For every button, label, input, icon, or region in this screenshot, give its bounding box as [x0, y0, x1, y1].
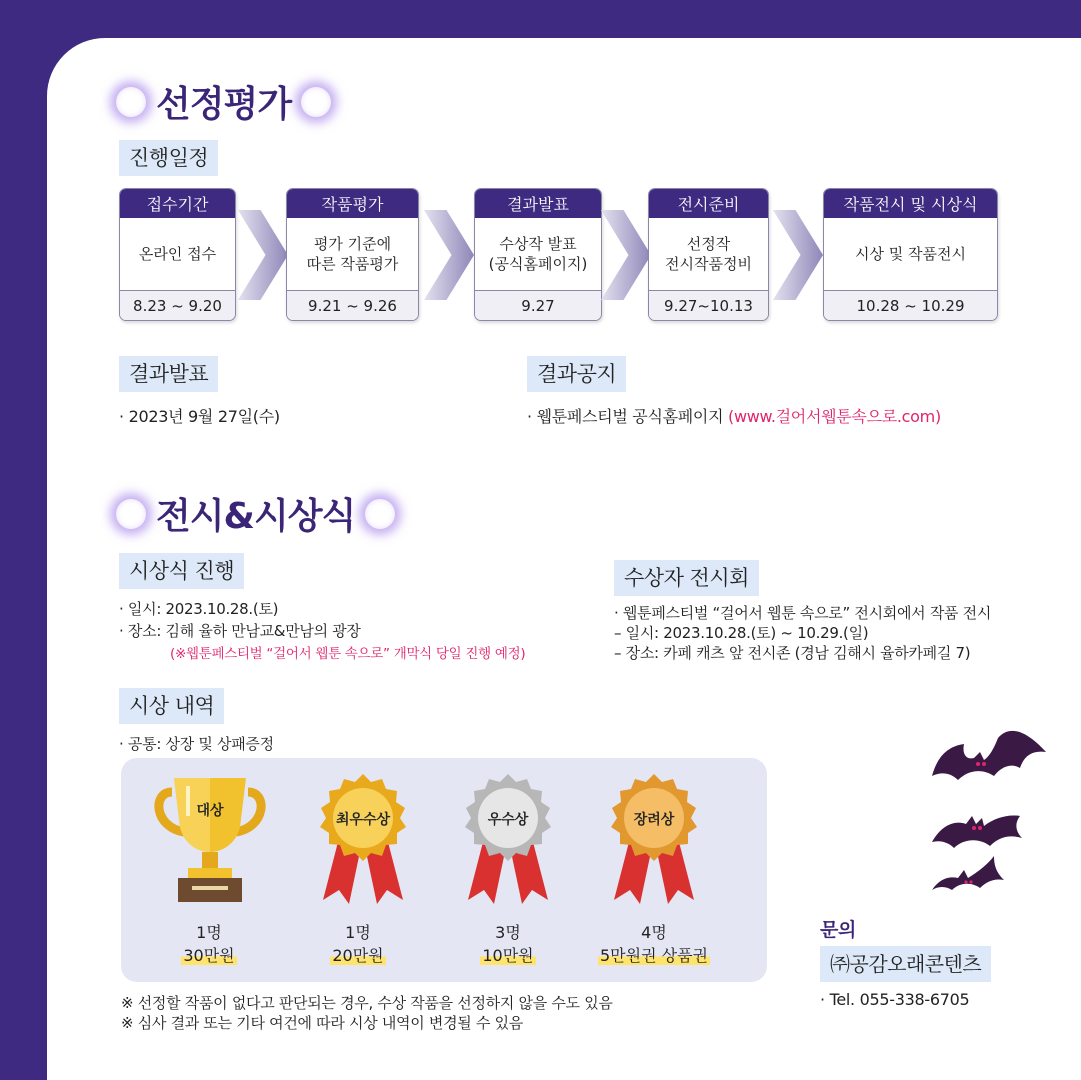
card-body-line: 평가 기준에 [313, 235, 392, 253]
silver-medal-icon [458, 772, 558, 907]
schedule-card-5 [823, 188, 998, 321]
card-date: 9.27 [475, 290, 601, 320]
awards-note: ※ 선정할 작품이 없다고 판단되는 경우, 수상 작품을 선정하지 않을 수도 있음 [121, 994, 613, 1012]
gold-medal-icon [313, 772, 413, 907]
prize-amount: 30만원 [183, 946, 235, 965]
ceremony-place: · 장소: 김해 율하 만남교&만남의 광장 [119, 622, 361, 640]
ceremony-label: 시상식 진행 [119, 553, 244, 589]
card-body-line: 선정작 [686, 235, 731, 253]
notice-text [527, 404, 941, 427]
card-date: 10.28 ~ 10.29 [824, 290, 997, 320]
winners-exhibit-line: · 웹툰페스티벌 “걸어서 웹툰 속으로” 전시회에서 작품 전시 [614, 604, 992, 622]
notice-label: 결과공지 [527, 356, 626, 392]
winners-exhibit-label: 수상자 전시회 [614, 560, 759, 596]
award-name-encouragement: 장려상 [633, 812, 675, 828]
schedule-card-2 [286, 188, 419, 321]
schedule-label: 진행일정 [119, 140, 218, 176]
awards-label: 시상 내역 [119, 688, 224, 724]
orb-icon [301, 87, 331, 117]
schedule-card-4 [648, 188, 769, 321]
card-head: 접수기간 [120, 189, 235, 218]
card-date: 9.21 ~ 9.26 [287, 290, 418, 320]
ceremony-date: · 일시: 2023.10.28.(토) [119, 600, 279, 618]
prize-count: 1명 [196, 923, 222, 942]
prize-amount: 10만원 [482, 946, 534, 965]
result-label: 결과발표 [119, 356, 218, 392]
orb-icon [116, 499, 146, 529]
section-title-evaluation [116, 76, 331, 127]
trophy-icon [150, 772, 270, 907]
card-body: 시상 및 작품전시 [855, 245, 966, 263]
bat-icon [928, 724, 1052, 894]
card-body-line: 전시작품정비 [665, 255, 752, 273]
card-date: 8.23 ~ 9.20 [120, 290, 235, 320]
bronze-medal-icon [604, 772, 704, 907]
contact-title: 문의 [820, 919, 857, 941]
section-title-exhibition [116, 488, 395, 539]
prize-excellence-top [278, 920, 438, 966]
prize-amount: 5만원권 상품권 [599, 946, 708, 965]
award-name-grand: 대상 [196, 803, 224, 819]
card-body-line: 따른 작품평가 [306, 255, 399, 273]
ceremony-note: (※웹툰페스티벌 “걸어서 웹툰 속으로” 개막식 당일 진행 예정) [170, 646, 526, 662]
schedule-card-3 [474, 188, 602, 321]
card-head: 작품전시 및 시상식 [824, 189, 997, 218]
card-date: 9.27~10.13 [649, 290, 768, 320]
award-name-excellence-top: 최우수상 [335, 812, 391, 828]
orb-icon [365, 499, 395, 529]
prize-excellence [428, 920, 588, 966]
notice-prefix: · 웹툰페스티벌 공식홈페이지 [527, 407, 729, 426]
winners-exhibit-line: – 장소: 카페 캐츠 앞 전시존 (경남 김해시 율하카페길 7) [614, 644, 971, 662]
card-body [649, 218, 768, 290]
awards-common: · 공통: 상장 및 상패증정 [119, 735, 274, 753]
orb-icon [116, 87, 146, 117]
schedule-card-1 [119, 188, 236, 321]
result-date: · 2023년 9월 27일(수) [119, 407, 280, 426]
prize-count: 3명 [495, 923, 521, 942]
winners-exhibit-line: – 일시: 2023.10.28.(토) ~ 10.29.(일) [614, 624, 869, 642]
contact-tel: · Tel. 055-338-6705 [820, 990, 970, 1009]
card-body [475, 218, 601, 290]
contact-org: ㈜공감오래콘텐츠 [820, 946, 991, 982]
section-title-text: 전시&시상식 [156, 496, 356, 537]
prize-count: 1명 [345, 923, 371, 942]
prize-encouragement [574, 920, 734, 966]
card-body-line: (공식홈페이지) [488, 255, 588, 273]
awards-note: ※ 심사 결과 또는 기타 여건에 따라 시상 내역이 변경될 수 있음 [121, 1014, 523, 1032]
prize-count: 4명 [641, 923, 667, 942]
card-head: 작품평가 [287, 189, 418, 218]
card-body [287, 218, 418, 290]
card-head: 결과발표 [475, 189, 601, 218]
homepage-link[interactable]: (www.걸어서웹툰속으로.com) [728, 407, 941, 426]
prize-grand [129, 920, 289, 966]
award-name-excellence: 우수상 [487, 812, 529, 828]
card-body-line: 수상작 발표 [499, 235, 577, 253]
card-body: 온라인 접수 [138, 245, 217, 263]
section-title-text: 선정평가 [156, 84, 292, 125]
prize-amount: 20만원 [332, 946, 384, 965]
card-head: 전시준비 [649, 189, 768, 218]
